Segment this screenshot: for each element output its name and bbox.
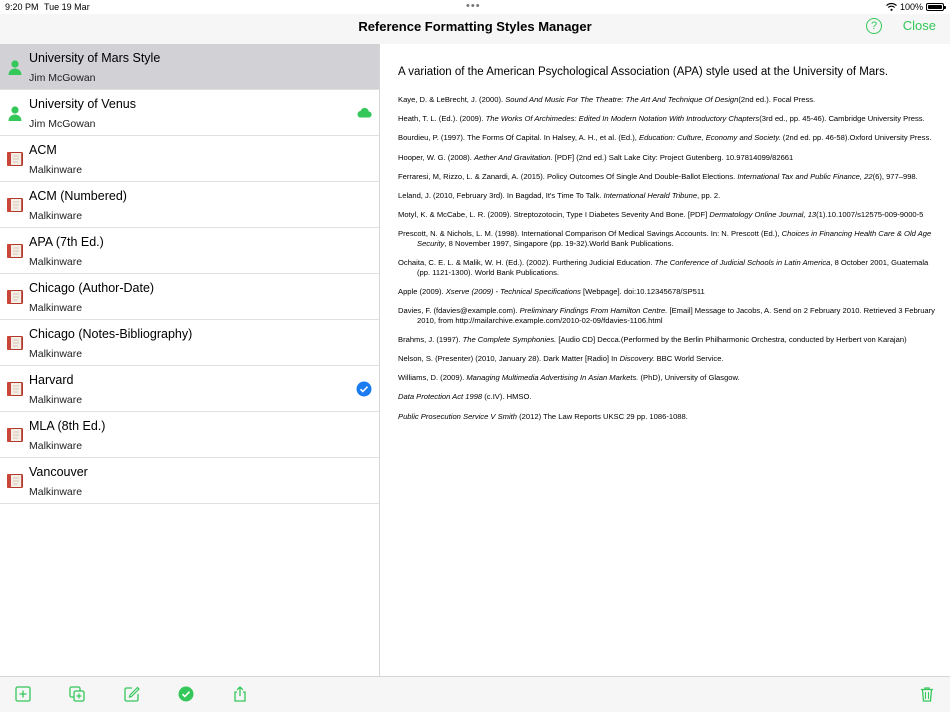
style-author: Malkinware (29, 440, 83, 452)
style-author: Malkinware (29, 302, 83, 314)
reference-entry: Williams, D. (2009). Managing Multimedia Advertising In Asian Markets. (PhD), University of Glasgow. (398, 373, 740, 383)
navigation-bar (0, 14, 950, 44)
reference-entry: Brahms, J. (1997). The Complete Symphonies. [Audio CD] Decca.(Performed by the Berlin Philharmonic Orchestra, conducted by Herbert von Karajan) (398, 334, 907, 344)
style-name: Chicago (Notes-Bibliography) (29, 327, 193, 341)
multitasking-dots-icon[interactable]: ••• (466, 0, 481, 12)
style-list-item[interactable] (0, 90, 379, 136)
cloud-icon (356, 105, 372, 121)
close-button[interactable]: Close (902, 18, 936, 33)
style-author: Malkinware (29, 210, 83, 222)
book-icon (6, 380, 24, 398)
battery-percent: 100% (899, 2, 923, 12)
reference-entry: Davies, F. (fdavies@example.com). Preliminary Findings From Hamilton Centre. [Email] Message to Jacobs, A. Send on 2 February 2010. Retrieved 3 February 2010, from http://mailarchive.example.com/2010-02-09/fdavies-1106.html (398, 306, 935, 325)
checkmark-circle-icon[interactable] (178, 686, 194, 702)
help-button[interactable]: ? (866, 18, 882, 34)
reference-entry: Data Protection Act 1998 (c.IV). HMSO. (398, 392, 532, 402)
style-name: University of Mars Style (29, 51, 161, 65)
reference-entry: Kaye, D. & LeBrecht, J. (2000). Sound And Music For The Theatre: The Art And Technique Of Design(2nd ed.). Focal Press. (398, 95, 816, 104)
person-icon (6, 104, 24, 122)
duplicate-icon[interactable] (69, 686, 85, 702)
checkmark-icon (356, 381, 372, 397)
style-author: Malkinware (29, 164, 83, 176)
status-bar (0, 0, 950, 14)
style-description: A variation of the American Psychological Association (APA) style used at the University of Mars. (398, 66, 889, 78)
book-icon (6, 242, 24, 260)
style-name: Harvard (29, 373, 74, 387)
reference-entry: Ochaita, C. E. L. & Malik, W. H. (Ed.). (2002). Furthering Judicial Education. The Conference of Judicial Schools in Latin America, 8 October 2001, Guatemala (pp. 1121-1300). World Bank Publications. (398, 258, 929, 277)
style-name: University of Venus (29, 97, 136, 111)
book-icon (6, 334, 24, 352)
styles-list (0, 44, 380, 676)
book-icon (6, 472, 24, 490)
style-list-item[interactable] (0, 320, 379, 366)
status-right (886, 2, 944, 12)
bottom-toolbar (0, 676, 950, 712)
book-icon (6, 288, 24, 306)
reference-preview (398, 95, 938, 431)
style-list-item[interactable] (0, 274, 379, 320)
style-author: Malkinware (29, 394, 83, 406)
edit-icon[interactable] (124, 686, 140, 702)
style-list-item[interactable] (0, 44, 379, 90)
style-name: ACM (29, 143, 57, 157)
status-time: 9:20 PM (5, 2, 39, 12)
book-icon (6, 150, 24, 168)
wifi-icon (886, 3, 897, 11)
reference-entry: Heath, T. L. (Ed.). (2009). The Works Of Archimedes: Edited In Modern Notation With Introductory Chapters(3rd ed., pp. 45-46). Cambridge University Press. (398, 114, 925, 124)
reference-entry: Public Prosecution Service V Smith (2012) The Law Reports UKSC 29 pp. 1086-1088. (398, 411, 688, 421)
person-icon (6, 58, 24, 76)
style-list-item[interactable] (0, 136, 379, 182)
battery-icon (926, 3, 944, 11)
style-list-item[interactable] (0, 412, 379, 458)
status-date: Tue 19 Mar (44, 2, 90, 12)
style-list-item[interactable] (0, 182, 379, 228)
book-icon (6, 196, 24, 214)
style-list-item[interactable] (0, 228, 379, 274)
reference-entry: Hooper, W. G. (2008). Aether And Gravitation. [PDF] (2nd ed.) Salt Lake City: Project Gutenberg. 10.97814099/82661 (398, 152, 794, 162)
book-icon (6, 426, 24, 444)
style-author: Jim McGowan (29, 72, 96, 84)
reference-entry: Ferraresi, M, Rizzo, L. & Zanardi, A. (2015). Policy Outcomes Of Single And Double-Ballot Elections. International Tax and Public Finance, 22(6), 977–998. (398, 171, 918, 181)
share-icon[interactable] (232, 686, 248, 702)
reference-entry: Prescott, N. & Nichols, L. M. (1998). International Comparison Of Medical Savings Accounts. In: N. Prescott (Ed.), Choices in Financing Health Care & Old Age Security, 8 November 1997, Singapore (pp. 19-32).World Bank Publications. (398, 229, 932, 248)
style-name: MLA (8th Ed.) (29, 419, 106, 433)
style-name: Vancouver (29, 465, 88, 479)
style-author: Jim McGowan (29, 118, 96, 130)
style-author: Malkinware (29, 256, 83, 268)
trash-icon[interactable] (919, 686, 935, 702)
style-list-item[interactable] (0, 458, 379, 504)
style-name: ACM (Numbered) (29, 189, 127, 203)
reference-entry: Nelson, S. (Presenter) (2010, January 28). Dark Matter [Radio] In Discovery. BBC World Service. (398, 354, 724, 364)
style-list-item[interactable] (0, 366, 379, 412)
style-author: Malkinware (29, 348, 83, 360)
style-author: Malkinware (29, 486, 83, 498)
reference-entry: Leland, J. (2010, February 3rd). In Bagdad, It's Time To Talk. International Herald Tribune, pp. 2. (398, 190, 721, 200)
style-name: Chicago (Author-Date) (29, 281, 155, 295)
add-icon[interactable] (15, 686, 31, 702)
reference-entry: Bourdieu, P. (1997). The Forms Of Capital. In Halsey, A. H., et al. (Ed.), Education: Culture, Economy and Society. (2nd ed. pp. 46-58).Oxford University Press. (398, 133, 932, 143)
reference-entry: Apple (2009). Xserve (2009) - Technical Specifications [Webpage]. doi:10.12345678/SP511 (398, 286, 705, 296)
style-name: APA (7th Ed.) (29, 235, 104, 249)
page-title: Reference Formatting Styles Manager (358, 19, 592, 34)
reference-entry: Motyl, K. & McCabe, L. R. (2009). Streptozotocin, Type I Diabetes Severity And Bone. [PDF] Dermatology Online Journal, 13(1).10.1007/s12575-009-9000-5 (398, 210, 924, 220)
style-detail (381, 44, 950, 676)
